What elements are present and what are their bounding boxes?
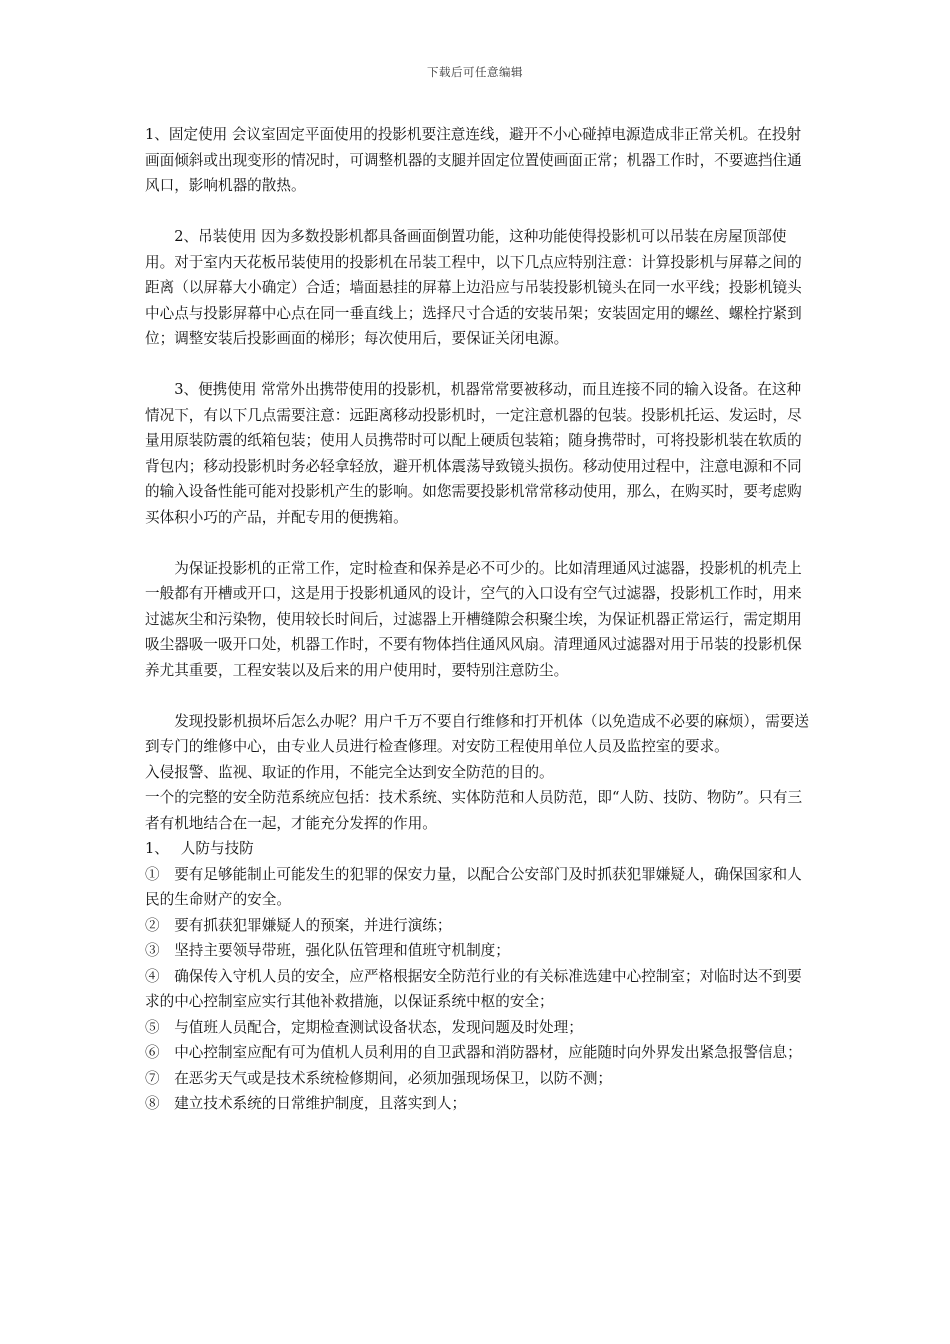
paragraph-alarm: 入侵报警、监视、取证的作用，不能完全达到安全防范的目的。: [145, 763, 554, 781]
list-item: ⑧ 建立技术系统的日常维护制度，且落实到人；: [145, 1095, 467, 1112]
paragraph-repair: 发现投影机损坏后怎么办呢？用户千万不要自行维修和打开机体（以免造成不必要的麻烦），需要送到专门的维修中心，由专业人员进行检查修理。对安防工程使用单位人员及监控室的要求。: [145, 712, 810, 755]
page-header: 下载后可任意编辑: [427, 65, 523, 79]
list-item: ⑦ 在恶劣天气或是技术系统检修期间，必须加强现场保卫，以防不测；: [145, 1069, 613, 1087]
paragraph-gap: [145, 199, 815, 225]
list-item: ② 要有抓获犯罪嫌疑人的预案，并进行演练；: [145, 916, 452, 934]
paragraph-security-system: 一个的完整的安全防范系统应包括：技术系统、实体防范和人员防范，即“人防、技防、物防”。只有三者有机地结合在一起，才能充分发挥的作用。: [145, 789, 803, 832]
paragraph-fixed-use: 1、固定使用 会议室固定平面使用的投影机要注意连线，避开不小心碰掉电源造成非正常关机。在投射画面倾斜或出现变形的情况时，可调整机器的支腿并固定位置使画面正常；机器工作时，不要遮挡住通风口，影响机器的散热。: [145, 126, 802, 194]
section-heading: 1、 人防与技防: [145, 840, 254, 857]
paragraph-maintenance: 为保证投影机的正常工作，定时检查和保养是必不可少的。比如清理通风过滤器，投影机的机壳上一般都有开槽或开口，这是用于投影机通风的设计，空气的入口设有空气过滤器，投影机工作时，用来过滤灰尘和污染物，使用较长时间后，过滤器上开槽缝隙会积聚尘埃，为保证机器正常运行，需定期用吸尘器吸一吸开口处，机器工作时，不要有物体挡住通风风扇。清理通风过滤器对用于吊装的投影机保养尤其重要，工程安装以及后来的用户使用时，要特别注意防尘。: [145, 559, 802, 679]
list-item: ① 要有足够能制止可能发生的犯罪的保安力量，以配合公安部门及时抓获犯罪嫌疑人，确保国家和人民的生命财产的安全。: [145, 865, 802, 908]
document-body: [145, 122, 815, 1117]
paragraph-gap: [145, 352, 815, 378]
paragraph-gap: [145, 683, 815, 709]
list-item: ④ 确保传入守机人员的安全，应严格根据安全防范行业的有关标准选建中心控制室；对临时达不到要求的中心控制室应实行其他补救措施，以保证系统中枢的安全；: [145, 967, 802, 1010]
paragraph-portable-use: 3、便携使用 常常外出携带使用的投影机，机器常常要被移动，而且连接不同的输入设备。在这种情况下，有以下几点需要注意：远距离移动投影机时，一定注意机器的包装。投影机托运、发运时，尽量用原装防震的纸箱包装；使用人员携带时可以配上硬质包装箱；随身携带时，可将投影机装在软质的背包内；移动投影机时务必轻拿轻放，避开机体震荡导致镜头损伤。移动使用过程中，注意电源和不同的输入设备性能可能对投影机产生的影响。如您需要投影机常常移动使用，那么，在购买时，要考虑购买体积小巧的产品，并配专用的便携箱。: [145, 381, 802, 526]
list-item: ⑥ 中心控制室应配有可为值机人员利用的自卫武器和消防器材，应能随时向外界发出紧急报警信息；: [145, 1044, 802, 1061]
list-item: ⑤ 与值班人员配合，定期检查测试设备状态，发现问题及时处理；: [145, 1018, 583, 1036]
paragraph-ceiling-mount: 2、吊装使用 因为多数投影机都具备画面倒置功能，这种功能使得投影机可以吊装在房屋顶部使用。对于室内天花板吊装使用的投影机在吊装工程中，以下几点应特别注意：计算投影机与屏幕之间的距离（以屏幕大小确定）合适；墙面悬挂的屏幕上边沿应与吊装投影机镜头在同一水平线；投影机镜头中心点与投影屏幕中心点在同一垂直线上；选择尺寸合适的安装吊架；安装固定用的螺丝、螺栓拧紧到位；调整安装后投影画面的梯形；每次使用后，要保证关闭电源。: [145, 228, 802, 347]
list-item: ③ 坚持主要领导带班，强化队伍管理和值班守机制度；: [145, 942, 510, 959]
paragraph-gap: [145, 530, 815, 556]
